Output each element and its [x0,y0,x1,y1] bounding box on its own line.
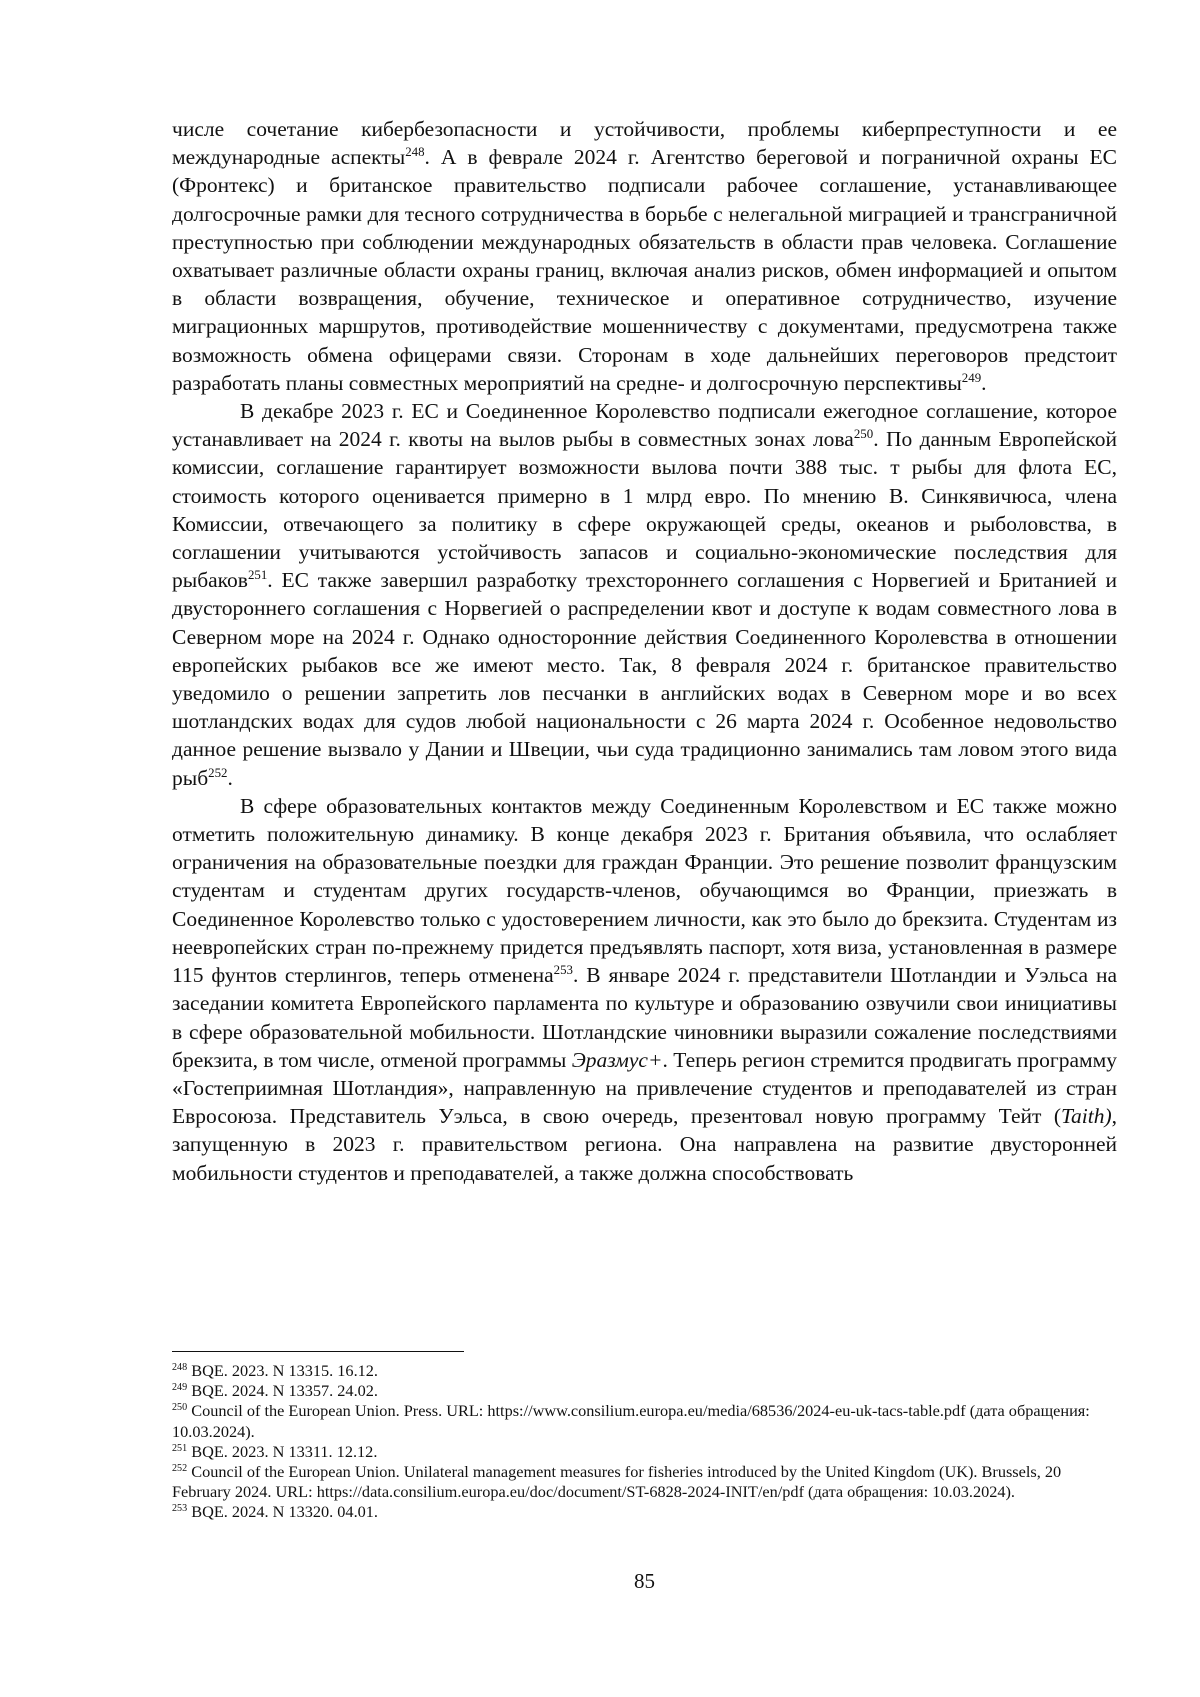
text-run: В сфере образовательных контактов между Соединенным Королевством и ЕС также можно отметить положительную динамику. В конце декабря 2023 г. Британия объявила, что ослабляет ограничения на образовательные поездки для граждан Франции. Это решение позволит французским студентам и студентам других государств-членов, обучающимся во Франции, приезжать в Соединенное Королевство только с удостоверением личности, как это было до брекзита. Студентам из неевропейских стран по-прежнему придется предъявлять паспорт, хотя виза, установленная в размере 115 фунтов стерлингов, теперь отменена [172,793,1117,988]
footnote-ref-250: 250 [853,427,874,442]
footnote-253 [172,1502,1117,1522]
document-page [172,115,1117,1593]
footnote-ref-248: 248 [405,145,425,160]
footnote-ref-252: 252 [208,765,228,780]
footnote-251 [172,1442,1117,1462]
footnote-text: Council of the European Union. Unilateral management measures for fisheries introduced by the United Kingdom (UK). Brussels, 20 February 2024. URL: https://data.consilium.europa.eu/doc/document/ST-6828-2024-INIT/en/pdf (дата обращения: 10.03.2024). [172,1462,1062,1502]
footnote-number: 249 [172,1382,188,1394]
text-run: . [227,765,233,790]
footnote-number: 250 [172,1402,188,1414]
footnote-number: 252 [172,1462,188,1474]
text-run: . [981,370,987,395]
footnote-252 [172,1462,1117,1502]
footnote-ref-249: 249 [961,370,982,385]
text-run: . ЕС также завершил разработку трехстороннего соглашения с Норвегией и Британией и двустороннего соглашения с Норвегией о распределении квот и доступе к водам совместного лова в Северном море на 2024 г. Однако односторонние действия Соединенного Королевства в отношении европейских рыбаков все же имеют место. Так, 8 февраля 2024 г. британское правительство уведомило о решении запретить лов песчанки в английских водах в Северном море и во всех шотландских водах для судов любой национальности с 26 марта 2024 г. Особенное недовольство данное решение вызвало у Дании и Швеции, чьи суда традиционно занимались там ловом этого вида рыб [172,568,1117,790]
footnote-list [172,1361,1117,1523]
text-run: , запущенную в 2023 г. правительством региона. Она направлена на развитие двусторонней мобильности студентов и преподавателей, а также должна способствовать [172,1104,1117,1185]
italic-term: Эразмус+ [571,1047,663,1072]
italic-term: Taith) [1061,1104,1112,1129]
paragraph-fisheries [172,397,1117,792]
text-run: числе сочетание кибербезопасности и устойчивости, проблемы киберпреступности и ее международные аспекты [172,117,1117,170]
footnote-number: 251 [172,1442,188,1454]
text-run: В декабре 2023 г. ЕС и Соединенное Королевство подписали ежегодное соглашение, которое устанавливает на 2024 г. квоты на вылов рыбы в совместных зонах лова [172,399,1117,452]
footnote-text: Council of the European Union. Press. URL: https://www.consilium.europa.eu/media/68536/2024-eu-uk-tacs-table.pdf (дата обращения: 10.03.2024). [172,1401,1090,1441]
footnotes-section [172,1351,1117,1523]
footnote-text: BQE. 2024. N 13320. 04.01. [187,1502,378,1522]
text-run: . Теперь регион стремится продвигать программу «Гостеприимная Шотландия», направленную на привлечение студентов и преподавателей из стран Евросоюза. Представитель Уэльса, в свою очередь, презентовал новую программу Тейт ( [172,1047,1117,1129]
footnote-text: BQE. 2023. N 13311. 12.12. [187,1441,378,1461]
footnote-separator [172,1351,464,1352]
footnote-ref-251: 251 [247,568,268,583]
footnote-text: BQE. 2023. N 13315. 16.12. [187,1361,378,1380]
footnote-ref-253: 253 [553,963,573,978]
page-number: 85 [634,1569,655,1593]
footnote-248 [172,1361,1117,1381]
text-run: . А в феврале 2024 г. Агентство береговой и пограничной охраны ЕС (Фронтекс) и британское правительство подписали рабочее соглашение, устанавливающее долгосрочные рамки для тесного сотрудничества в борьбе с нелегальной миграцией и трансграничной преступностью при соблюдении международных обязательств в области прав человека. Соглашение охватывает различные области охраны границ, включая анализ рисков, обмен информацией и опытом в области возвращения, обучение, техническое и оперативное сотрудничество, изучение миграционных маршрутов, противодействие мошенничеству с документами, предусмотрена также возможность обмена офицерами связи. Сторонам в ходе дальнейших переговоров предстоит разработать планы совместных мероприятий на средне- и долгосрочную перспективы [172,145,1117,395]
paragraph-education [172,792,1117,1187]
footnote-249 [172,1381,1117,1401]
text-run: . В январе 2024 г. представители Шотландии и Уэльса на заседании комитета Европейского парламента по культуре и образованию озвучили свои инициативы в сфере образовательной мобильности. Шотландские чиновники выразили сожаление последствиями брекзита, в том числе, отменой программы [172,963,1117,1072]
text-run: . По данным Европейской комиссии, соглашение гарантирует возможности вылова почти 388 тыс. т рыбы для флота ЕС, стоимость которого оценивается примерно в 1 млрд евро. По мнению В. Синкявичюса, члена Комиссии, отвечающего за политику в сфере окружающей среды, океанов и рыболовства, в соглашении учитываются устойчивость запасов и социально-экономические последствия для рыбаков [172,427,1117,593]
footnote-250 [172,1401,1117,1441]
paragraph-continued [172,115,1117,397]
body-text [172,115,1117,1187]
footnote-number: 253 [172,1503,188,1515]
footnote-number: 248 [172,1361,188,1373]
footnote-text: BQE. 2024. N 13357. 24.02. [187,1381,378,1401]
